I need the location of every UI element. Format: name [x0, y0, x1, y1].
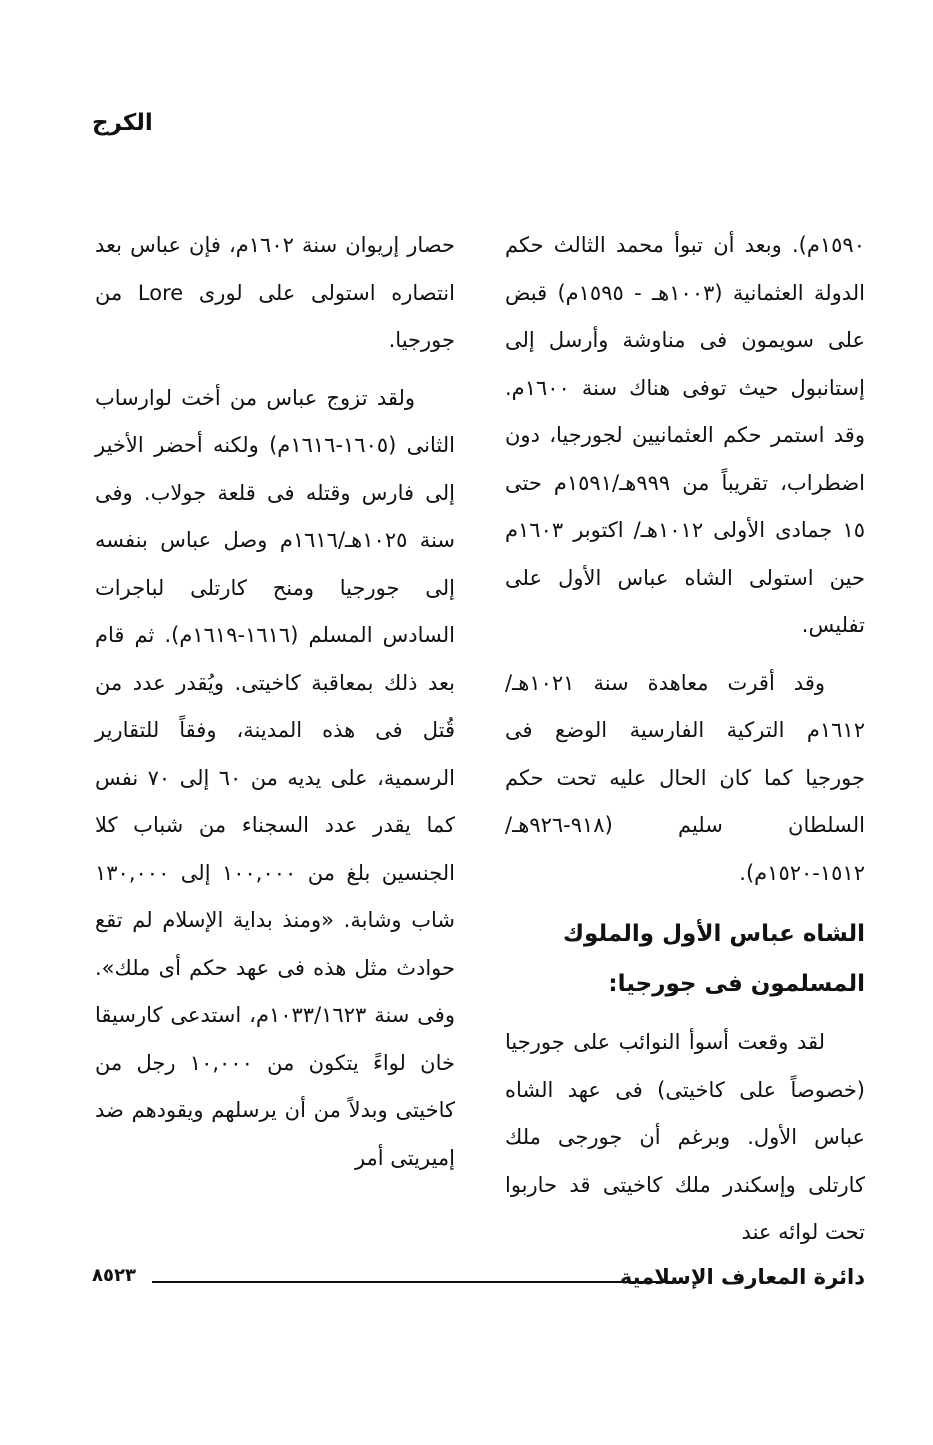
right-paragraph-3: لقد وقعت أسوأ النوائب على جورجيا (خصوصاً على كاخيتى) فى عهد الشاه عباس الأول. وبرغم أن جورجى ملك كارتلى وإسكندر ملك كاخيتى قد حاربوا تحت لوائه عند	[505, 1030, 865, 1244]
footer-title: دائرة المعارف الإسلامية	[619, 1265, 865, 1289]
left-paragraph-2: ولقد تزوج عباس من أخت لوارساب الثانى (١٦٠٥-١٦١٦م) ولكنه أحضر الأخير إلى فارس وقتله فى قلعة جولاب. وفى سنة ١٠٢٥هـ/١٦١٦م وصل عباس بنفسه إلى جورجيا ومنح كارتلى لباجرات السادس المسلم (١٦١٦-١٦١٩م). ثم قام بعد ذلك بمعاقبة كاخيتى. ويُقدر عدد من قُتل فى هذه المدينة، وفقاً للتقارير الرسمية، على يديه من ٦٠ إلى ٧٠ نفس كما يقدر عدد السجناء من شباب كلا الجنسين بلغ من ١٠٠,٠٠٠ إلى ١٣٠,٠٠٠ شاب وشابة. «ومنذ بداية الإسلام لم تقع حوادث مثل هذه فى عهد حكم أى ملك». وفى سنة ١٠٣٣/١٦٢٣م، استدعى كارسيقا خان لواءً يتكون من ١٠,٠٠٠ رجل من كاخيتى وبدلاً من أن يرسلهم ويقودهم ضد إميريتى أمر	[95, 385, 455, 1170]
page-footer	[92, 1265, 865, 1295]
left-paragraph-1: حصار إريوان سنة ١٦٠٢م، فإن عباس بعد انتصاره استولى على لورى Lore من جورجيا.	[95, 233, 455, 352]
left-column	[95, 222, 455, 1182]
page-number: ٨٥٢٣	[92, 1265, 136, 1286]
page-header-title: الكرج	[92, 110, 153, 136]
section-heading: الشاه عباس الأول والملوك المسلمون فى جورجيا:	[562, 921, 865, 997]
footer-divider	[152, 1281, 685, 1283]
right-paragraph-1: ١٥٩٠م). وبعد أن تبوأ محمد الثالث حكم الدولة العثمانية (١٠٠٣هـ - ١٥٩٥م) قبض على سويمون فى مناوشة وأرسل إلى إستانبول حيث توفى هناك سنة ١٦٠٠م. وقد استمر حكم العثمانيين لجورجيا، دون اضطراب، تقريباً من ٩٩٩هـ/١٥٩١م حتى ١٥ جمادى الأولى ١٠١٢هـ/ اكتوبر ١٦٠٣م حين استولى الشاه عباس الأول على تفليس.	[505, 233, 866, 637]
right-paragraph-2: وقد أقرت معاهدة سنة ١٠٢١هـ/١٦١٢م التركية الفارسية الوضع فى جورجيا كما كان الحال عليه تحت حكم السلطان سليم (٩١٨-٩٢٦هـ/١٥١٢-١٥٢٠م).	[505, 670, 865, 885]
right-column	[505, 222, 865, 1257]
